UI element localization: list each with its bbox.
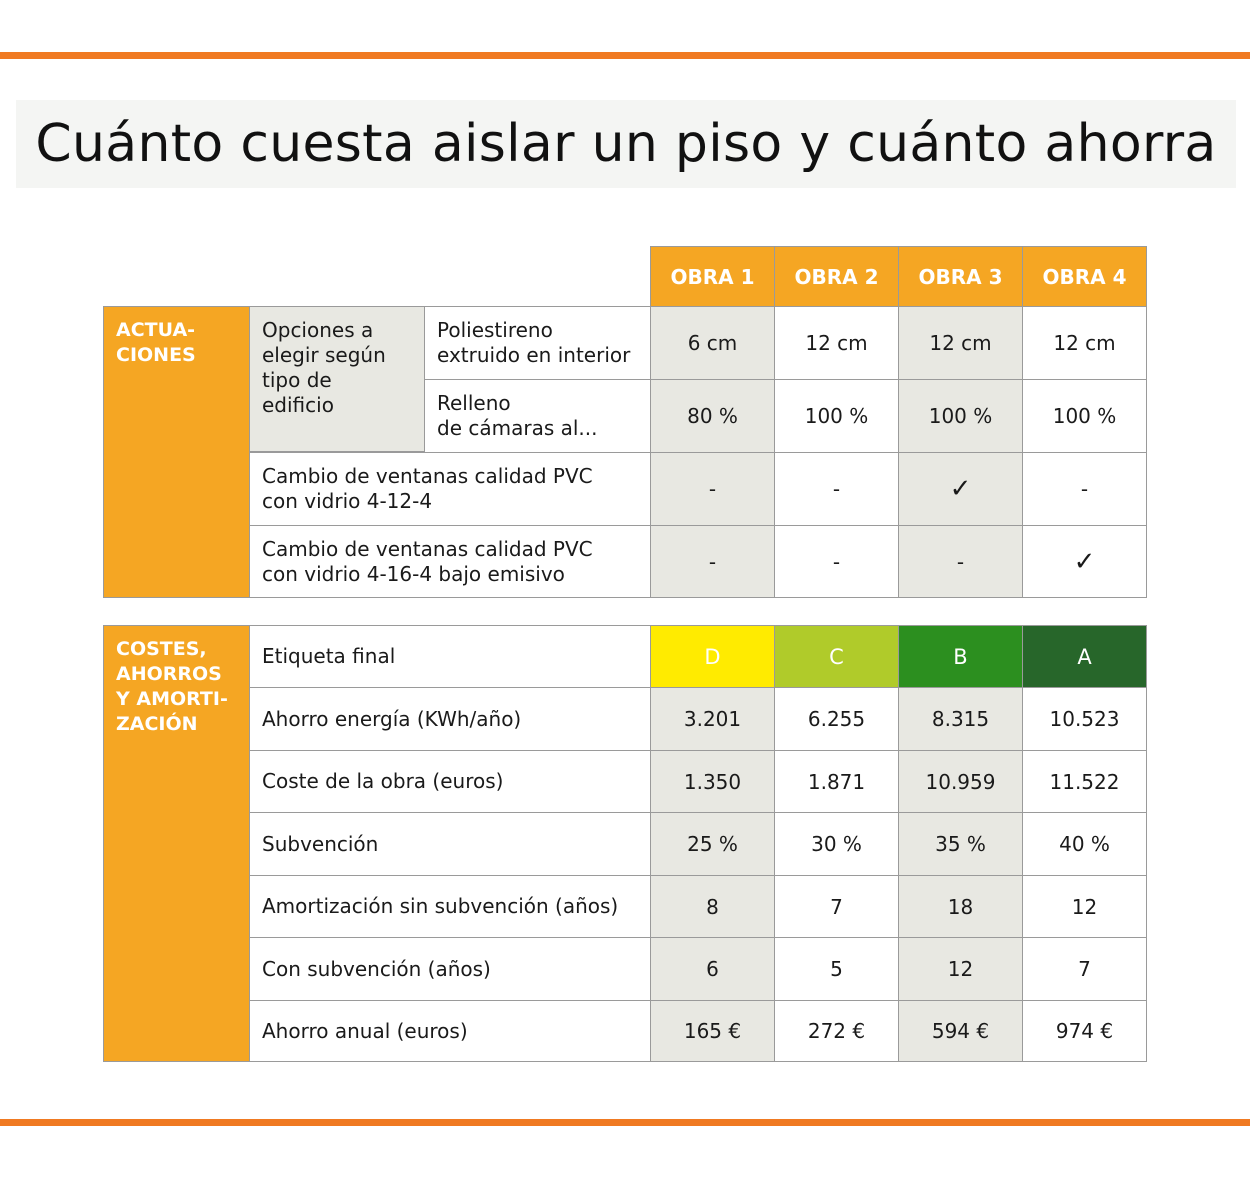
table-cell: - [774, 452, 899, 526]
table-cell: 12 cm [774, 306, 899, 380]
row-label-line: extruido en interior [437, 343, 631, 367]
table-cell: 10.959 [898, 750, 1023, 813]
table-cell: 11.522 [1022, 750, 1147, 813]
table-cell: 100 % [1022, 379, 1147, 453]
table-cell: - [774, 525, 899, 598]
checkmark-icon: ✓ [898, 452, 1023, 526]
column-header-obra-2: OBRA 2 [774, 246, 899, 307]
row-label-ventanas-4-16-4 [249, 525, 651, 598]
table-cell: 6.255 [774, 687, 899, 751]
options-label-line: elegir según [262, 343, 386, 367]
page-title: Cuánto cuesta aislar un piso y cuánto ahorra [35, 114, 1217, 174]
row-label-coste-obra: Coste de la obra (euros) [249, 750, 651, 813]
table-cell: 7 [774, 875, 899, 938]
section-label-line: ACTUA- [116, 319, 196, 341]
section-label-line: COSTES, [116, 638, 207, 660]
table-cell: 7 [1022, 937, 1147, 1001]
table-cell: 30 % [774, 812, 899, 876]
table-cell: - [1022, 452, 1147, 526]
table-cell: - [650, 525, 775, 598]
row-label-line: Relleno [437, 391, 511, 415]
section-label-line: Y AMORTI- [116, 688, 228, 710]
table-cell: 35 % [898, 812, 1023, 876]
row-label-line: con vidrio 4-12-4 [262, 489, 433, 513]
table-cell: 974 € [1022, 1000, 1147, 1062]
column-header-obra-1: OBRA 1 [650, 246, 775, 307]
options-label-line: edificio [262, 393, 334, 417]
table-cell: 80 % [650, 379, 775, 453]
row-label-ventanas-4-12-4 [249, 452, 651, 526]
table-cell: 1.871 [774, 750, 899, 813]
bottom-accent-rule [0, 1119, 1250, 1126]
table-cell: - [650, 452, 775, 526]
row-label-con-subvencion: Con subvención (años) [249, 937, 651, 1001]
options-label-line: Opciones a [262, 318, 374, 342]
table-cell: 18 [898, 875, 1023, 938]
section-label-costes [103, 625, 250, 1062]
top-accent-rule [0, 52, 1250, 59]
table-cell: 12 cm [898, 306, 1023, 380]
column-header-obra-4: OBRA 4 [1022, 246, 1147, 307]
row-label-relleno [424, 379, 651, 453]
checkmark-icon: ✓ [1022, 525, 1147, 598]
table-cell: 8 [650, 875, 775, 938]
section-label-line: CIONES [116, 344, 196, 366]
table-cell: 272 € [774, 1000, 899, 1062]
table-cell: 5 [774, 937, 899, 1001]
row-label-amortizacion: Amortización sin subvención (años) [249, 875, 651, 938]
row-label-etiqueta-final: Etiqueta final [249, 625, 651, 688]
table-cell: 594 € [898, 1000, 1023, 1062]
row-label-subvencion: Subvención [249, 812, 651, 876]
table-cell: 10.523 [1022, 687, 1147, 751]
table-cell: 6 cm [650, 306, 775, 380]
table-cell: 8.315 [898, 687, 1023, 751]
energy-label-c: C [774, 625, 899, 688]
table-cell: 12 [1022, 875, 1147, 938]
row-label-poliestireno [424, 306, 651, 380]
energy-label-d: D [650, 625, 775, 688]
table-cell: 100 % [774, 379, 899, 453]
options-label-line: tipo de [262, 368, 332, 392]
table-cell: 6 [650, 937, 775, 1001]
section-label-line: AHORROS [116, 663, 222, 685]
row-label-line: Cambio de ventanas calidad PVC [262, 536, 593, 561]
energy-label-a: A [1022, 625, 1147, 688]
table-cell: - [898, 525, 1023, 598]
table-cell: 12 [898, 937, 1023, 1001]
row-label-ahorro-anual: Ahorro anual (euros) [249, 1000, 651, 1062]
table-cell: 165 € [650, 1000, 775, 1062]
section-label-actuaciones [103, 306, 250, 598]
row-label-line: Cambio de ventanas calidad PVC [262, 464, 593, 488]
table-cell: 1.350 [650, 750, 775, 813]
table-cell: 100 % [898, 379, 1023, 453]
row-label-line: Poliestireno [437, 318, 553, 342]
options-label [249, 306, 425, 452]
row-label-line: de cámaras al... [437, 416, 598, 440]
section-label-line: ZACIÓN [116, 713, 198, 735]
table-cell: 25 % [650, 812, 775, 876]
row-label-line: con vidrio 4-16-4 bajo emisivo [262, 561, 565, 586]
column-header-obra-3: OBRA 3 [898, 246, 1023, 307]
row-label-ahorro-energia: Ahorro energía (KWh/año) [249, 687, 651, 751]
table-cell: 12 cm [1022, 306, 1147, 380]
table-cell: 3.201 [650, 687, 775, 751]
table-cell: 40 % [1022, 812, 1147, 876]
energy-label-b: B [898, 625, 1023, 688]
